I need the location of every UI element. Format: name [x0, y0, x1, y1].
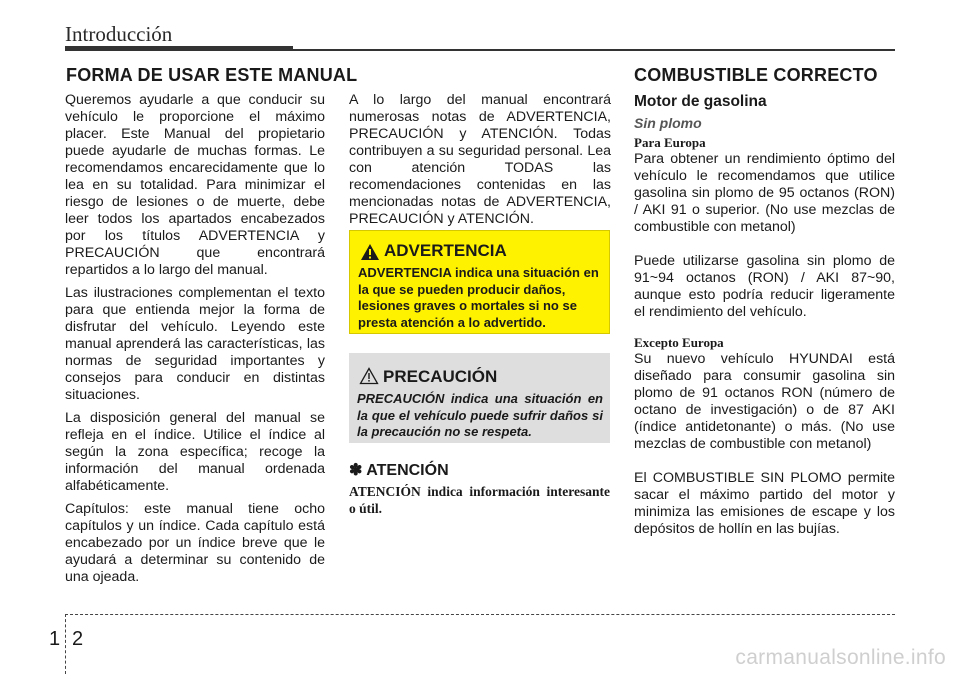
note-text: ATENCIÓN indica información interesante o útil.: [349, 484, 610, 516]
section-title-manual: FORMA DE USAR ESTE MANUAL: [66, 65, 358, 85]
footer-divider: [65, 614, 66, 674]
paragraph: La disposición general del manual se refleja en el índice. Utilice el índice al según la zona específica; recoge la información del manual ordenada alfabéticamente.: [65, 410, 325, 494]
paragraph: Para obtener un rendimiento óptimo del vehículo le recomendamos que utilice gasolina sin plomo de 95 octanos (RON) / AKI 91 o superior. (No use mezclas de combustible con metanol): [634, 151, 895, 235]
paragraph: Las ilustraciones complementan el texto para que entienda mejor la forma de disfrutar del vehículo. Leyendo este manual aprenderá las características, las normas de seguridad importantes y consejos para conducir en distintas situaciones.: [65, 285, 325, 403]
watermark: carmanualsonline.info: [735, 646, 946, 669]
caution-box: [349, 353, 610, 443]
paragraph: Capítulos: este manual tiene ocho capítulos y un índice. Cada capítulo está encabezado por un índice breve que le ayudará a determinar su contenido de una ojeada.: [65, 501, 325, 585]
header-rule-thick: [65, 46, 293, 51]
paragraph: A lo largo del manual encontrará numerosas notas de ADVERTENCIA, PRECAUCIÓN y ATENCIÓN. Todas contribuyen a su seguridad personal. Lea con atención TODAS las recomendaciones contenidas en las mencionadas notas de ADVERTENCIA, PRECAUCIÓN y ATENCIÓN.: [349, 92, 611, 227]
page-number: 2: [72, 628, 84, 650]
section-title-fuel: COMBUSTIBLE CORRECTO: [634, 65, 878, 85]
paragraph: Queremos ayudarle a que conducir su vehículo le proporcione el máximo placer. Este Manual del propietario puede ayudarle de muchas formas. Le recomendamos encarecidamente que lo lea en su totalidad. Para minimizar el riesgo de lesiones o de muerte, debe leer todos los apartados encabezados por los títulos ADVERTENCIA y PRECAUCIÓN que encontrará repartidos a lo largo del manual.: [65, 92, 325, 278]
caution-icon: [359, 367, 379, 385]
caution-text: PRECAUCIÓN indica una situación en la que el vehículo puede sufrir daños si la precaución no se respeta.: [357, 391, 603, 439]
header-rule-thin: [293, 49, 895, 51]
subtitle-gasoline: Motor de gasolina: [634, 93, 767, 110]
warning-text: ADVERTENCIA indica una situación en la que se pueden producir daños, lesiones graves o mortales si no se presta atención a lo advertido.: [358, 265, 599, 330]
caution-title: PRECAUCIÓN: [383, 367, 498, 386]
label-except-europe: Excepto Europa: [634, 335, 724, 350]
warning-title: ADVERTENCIA: [384, 241, 507, 260]
paragraph: El COMBUSTIBLE SIN PLOMO permite sacar el máximo partido del motor y minimiza las emisiones de escape y los depósitos de hollín en las bujías.: [634, 470, 895, 537]
note-title: ✽ ATENCIÓN: [349, 462, 449, 479]
column-3-except: [634, 351, 895, 544]
column-2: [349, 92, 611, 234]
paragraph: Puede utilizarse gasolina sin plomo de 91~94 octanos (RON) / AKI 87~90, aunque esto podría reducir ligeramente el rendimiento del vehículo.: [634, 253, 895, 320]
paragraph: Su nuevo vehículo HYUNDAI está diseñado para consumir gasolina sin plomo de 91 octanos RON (número de octano de investigación) o de 87 AKI (índice antidetonante) o más. (No use mezclas de combustible con metanol): [634, 351, 895, 452]
column-1: [65, 92, 325, 592]
warning-icon: [360, 243, 380, 261]
label-europe: Para Europa: [634, 135, 706, 150]
warning-box: [349, 230, 610, 334]
footer-rule: [65, 614, 895, 615]
chapter-number: 1: [49, 628, 61, 650]
subtitle-unleaded: Sin plomo: [634, 115, 702, 131]
column-3-europe: [634, 151, 895, 327]
page-header-title: Introducción: [65, 22, 173, 46]
